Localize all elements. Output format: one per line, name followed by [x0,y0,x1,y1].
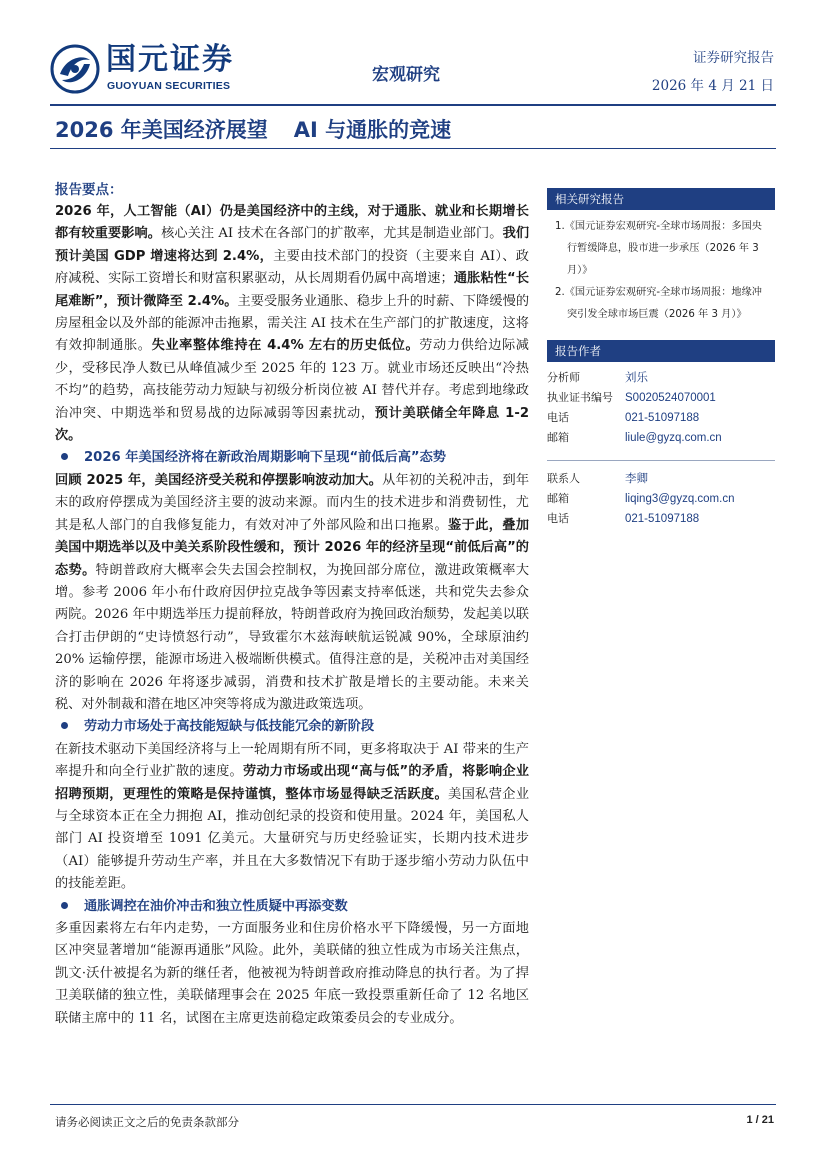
section-heading-text: 通胀调控在油价冲击和独立性质疑中再添变数 [84,898,348,914]
info-value: liqing3@gyzq.com.cn [625,493,735,505]
section-paragraph [55,470,529,716]
analyst-info [547,362,775,448]
bold-text: 预计美联储全年降息 1-2 次。 [55,405,529,444]
info-label: 执业证书编号 [547,391,613,404]
bullet-icon [61,902,68,909]
logo-mark-icon [50,44,100,94]
info-value: 021-51097188 [625,412,700,424]
info-row [547,408,775,428]
info-value: 李卿 [625,473,648,485]
title-main: 2026 年美国经济展望 [55,118,268,142]
bold-text: 回顾 2025 年，美国经济受关税和停摆影响波动加大。 [55,472,383,488]
info-row [547,489,775,509]
company-logo [50,42,260,98]
bold-text: 失业率整体维持在 4.4% 左右的历史低位。 [151,338,420,354]
related-report-link[interactable]: 2.《国元证券宏观研究-全球市场周报：地缘冲突引发全球市场巨震（2026 年 3 月）》 [555,287,762,320]
section-heading [55,716,529,738]
info-value: S0020524070001 [625,392,716,404]
info-row [547,368,775,388]
info-row [547,469,775,489]
bullet-icon [61,722,68,729]
page-number: 1 / 21 [746,1114,774,1126]
info-value: 021-51097188 [625,513,700,525]
body-text: 主要由技术部门的投资（主要来自 AI）、政府减税、实际工资增长和财富积累驱动，从长周期看仍属中高增速； [55,248,529,287]
author-divider [547,460,775,461]
section-paragraph [55,739,529,896]
section-paragraph [55,918,529,1030]
section-heading [55,896,529,918]
bold-text: 通胀粘性“长尾难断”，预计微降至 2.4%。 [55,271,530,309]
info-row [547,428,775,448]
body-text: 在新技术驱动下美国经济将与上一轮周期有所不同，更多将取决于 AI 带来的生产率提升和向全行业扩散的速度。 [55,741,529,780]
title-sub: AI 与通胀的竞速 [293,118,452,142]
summary-label: 报告要点： [55,182,123,198]
body-text: 核心关注 AI 技术在各部门的扩散率，尤其是制造业部门。 [161,226,503,242]
bold-text: 我们预计美国 GDP 增速将达到 2.4%， [55,226,530,264]
info-label: 邮箱 [547,492,569,505]
section-heading-text: 2026 年美国经济将在新政治周期影响下呈现“前低后高”态势 [84,450,446,466]
related-reports-list [547,210,775,330]
info-label: 邮箱 [547,431,569,444]
report-date: 2026 年 4 月 21 日 [651,78,774,94]
body-text: 从年初的关税冲击，到年末的政府停摆成为美国经济主要的波动来源。而内生的技术进步和消费韧性，尤其是私人部门的自我修复能力，有效对冲了外部风险和出口拖累。 [55,472,530,533]
summary-paragraph [55,201,529,447]
report-summary [55,178,529,1030]
authors-header: 报告作者 [547,340,775,362]
body-text: 美国私营企业与全球资本正在全力拥抱 AI，推动创纪录的投资和使用量。2024 年，美国私人部门 AI 投资增至 1091 亿美元。大量研究与历史经验证实，长期内技术进步（AI）能够提升劳动生产率，并且在大多数情况下有助于逐步缩小劳动力队伍中的技能差距。 [55,786,530,892]
bold-text: 劳动力市场或出现“高与低”的矛盾，将影响企业招聘预期，更理性的策略是保持谨慎，整体市场显得缺乏活跃度。 [55,764,529,802]
info-value: liule@gyzq.com.cn [625,432,722,444]
footer-disclaimer: 请务必阅读正文之后的免责条款部分 [55,1115,239,1129]
title-divider [50,148,776,149]
body-text: 劳动力供给边际减少，受移民净人数已从峰值减少至 2025 年的 123 万。就业市场还反映出“冷热不均”的趋势，高技能劳动力短缺与初级分析岗位被 AI 替代并存。考虑到地缘政治冲突、中期选举和贸易战的边际减弱等因素扰动， [55,338,529,421]
info-label: 联系人 [547,472,580,485]
info-row [547,388,775,408]
info-label: 电话 [547,512,569,525]
info-value: 刘乐 [625,372,648,384]
related-reports-header: 相关研究报告 [547,188,775,210]
header-divider [50,104,776,106]
sidebar [547,188,775,529]
bold-text: 2026 年，人工智能（AI）仍是美国经济中的主线，对于通胀、就业和长期增长都有较重要影响。 [55,204,529,242]
document-title [55,114,451,144]
body-text: 特朗普政府大概率会失去国会控制权，为挽回部分席位，激进政策概率大增。参考 2006 年小布什政府因伊拉克战争等因素支持率低迷，共和党失去参众两院。2026 年中期选举压力提前释放，特朗普政府为挽回政治颓势，发起美以联合打击伊朗的“史诗愤怒行动”，导致霍尔木兹海峡航运锐减 90%，全球原油约 20% 运输停摆，能源市场进入极端断供模式。值得注意的是，关税冲击对美国经济的影响在 2026 年将逐步减弱，消费和技术扩散是增长的主要动能。未来关税、对外制裁和潜在地区冲突等将成为激进政策选项。 [55,562,530,712]
related-report-link[interactable]: 1.《国元证券宏观研究-全球市场周报：多国央行暂缓降息，股市进一步承压（2026 年 3 月）》 [555,221,762,276]
body-text: 多重因素将左右年内走势，一方面服务业和住房价格水平下降缓慢，另一方面地区冲突显著增加“能源再通胀”风险。此外，美联储的独立性成为市场关注焦点，凯文·沃什被提名为新的继任者，他被视为特朗普政府推动降息的执行者。为了捍卫美联储的独立性，美联储理事会在 2025 年底一致投票重新任命了 12 名地区联储主席中的 11 名，试图在主席更迭前稳定政策委员会的专业成分。 [55,921,529,1026]
logo-text-en: GUOYUAN SECURITIES [107,80,231,92]
bold-text: 鉴于此，叠加美国中期选举以及中美关系阶段性缓和，预计 2026 年的经济呈现“前低后高”的态势。 [55,517,530,578]
logo-text-cn: 国元证券 [106,42,234,77]
report-category: 宏观研究 [372,65,440,85]
report-type: 证券研究报告 [693,50,774,66]
info-label: 电话 [547,411,569,424]
info-row [547,509,775,529]
body-text: 主要受服务业通胀、稳步上升的时薪、下降缓慢的房屋租金以及外部的能源冲击拖累，需关注 AI 技术在生产部门的扩散速度，这将有效抑制通胀。 [55,293,530,354]
bullet-icon [61,453,68,460]
section-heading [55,447,529,469]
section-heading-text: 劳动力市场处于高技能短缺与低技能冗余的新阶段 [84,719,375,735]
footer-divider [50,1104,776,1105]
contact-info [547,469,775,529]
info-label: 分析师 [547,371,580,384]
